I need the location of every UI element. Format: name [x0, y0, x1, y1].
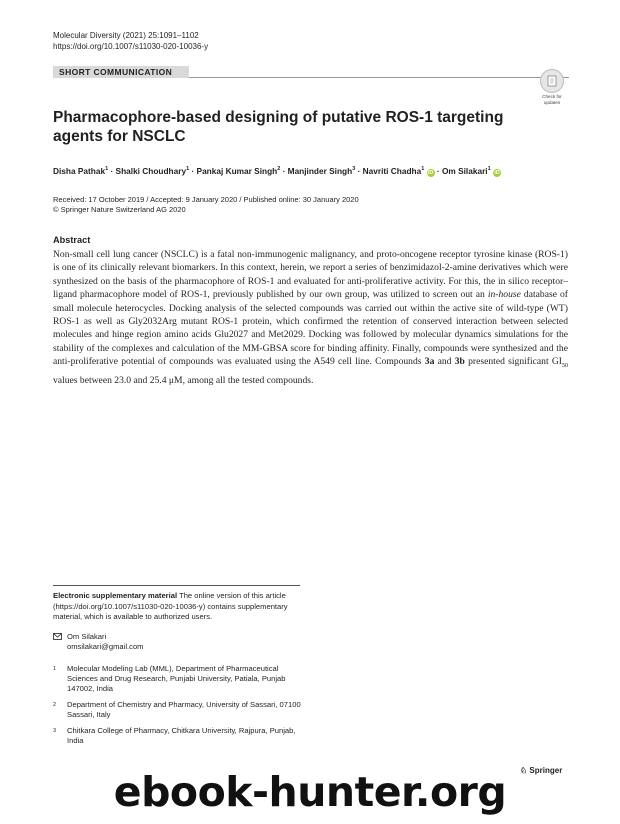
abstract-heading: Abstract [53, 235, 91, 245]
envelope-icon [53, 633, 62, 643]
footnote-divider [53, 585, 300, 586]
author-affiliation: 3 [352, 166, 356, 172]
author-name[interactable]: Pankaj Kumar Singh [196, 165, 278, 176]
history-dates: Received: 17 October 2019 / Accepted: 9 January 2020 / Published online: 30 January 2020 [53, 195, 359, 204]
watermark: ebook-hunter.org [113, 768, 507, 816]
author-affiliation: 1 [105, 166, 109, 172]
author-list: Disha Pathak$^1$ · Shalki Choudhary$^1$ · Pankaj Kumar Singh$^2$ · Manjinder Singh$^3$ · Navriti Chadha$^1$ iD · Om Silakari$^1$ iD [53, 165, 500, 176]
author-affiliation: 1 [487, 166, 491, 172]
affiliation-1 [53, 664, 303, 694]
affiliation-number: 2 [53, 702, 57, 708]
supplementary-note [53, 591, 303, 623]
abstract-part: database of small molecule heterocycles. Docking analysis of the selected compounds was carried out within the active site of wild-type (WT) ROS-1 as well as Gly2032Arg mutant ROS-1 protein, which confirmed the retention of conserved interaction between selected molecules and hinge region amino acids Glu2027 and Met2029. Docking was followed by molecular dynamics simulations for the stability of the complexes and calculation of the MM-GBSA score for binding affinity. Finally, compounds were synthesized and the anti-proliferative potential of compounds was evaluated using the A549 cell line. Compounds [53, 289, 568, 368]
contact-name: Om Silakari [67, 632, 107, 641]
abstract-part: presented significant GI [464, 356, 562, 368]
author-affiliation: 1 [186, 166, 190, 172]
abstract-italic: in-house [487, 289, 521, 301]
affiliation-number: 1 [53, 666, 57, 672]
abstract-part: Non-small cell lung cancer (NSCLC) is a fatal non-immunogenic malignancy, and proto-oncogene receptor tyrosine kinase (ROS-1) is one of its clinically relevant biomarkers. In this context, herein, we report a series of benzimidazol-2-amine derivatives which were synthesized on the basis of the pharmacophore of ROS-1 and evaluated for anti-proliferative activity. For this, the in silico receptor–ligand pharmacophore model of ROS-1, previously published by our own group, was utilized to screen out an [53, 249, 568, 301]
esm-link[interactable]: https://doi.org/10.1007/s11030-020-10036-y [55, 601, 203, 611]
abstract-text [53, 248, 568, 387]
section-rule [189, 77, 569, 78]
publisher-name: Springer [529, 766, 563, 775]
author-name[interactable]: Shalki Choudhary [115, 165, 187, 176]
copyright-line: © Springer Nature Switzerland AG 2020 [53, 205, 186, 214]
check-updates-icon [540, 69, 564, 93]
affiliation-2 [53, 700, 303, 720]
esm-text: The online version of this article ( [53, 591, 286, 611]
journal-citation: Molecular Diversity (2021) 25:1091–1102 [53, 31, 199, 40]
publication-dates [53, 195, 359, 215]
author-affiliation: 2 [277, 166, 281, 172]
affiliation-text: Molecular Modeling Lab (MML), Department of Pharmaceutical Sciences and Drug Research, Punjabi University, Patiala, Punjab 147002, India [67, 664, 286, 693]
doi-link[interactable]: https://doi.org/10.1007/s11030-020-10036-y [53, 42, 209, 51]
springer-horse-icon: ♘ [520, 766, 528, 775]
esm-label: Electronic supplementary material [53, 591, 178, 600]
compound-3b: 3b [454, 356, 465, 368]
section-label: SHORT COMMUNICATION [53, 66, 189, 78]
author-name[interactable]: Navriti Chadha [362, 165, 422, 176]
author-affiliation: 1 [421, 166, 425, 172]
check-updates-line1: Check for [542, 94, 562, 99]
corresponding-author [53, 632, 303, 652]
abstract-part: values between 23.0 and 25.4 μM, among all the tested compounds. [53, 374, 314, 386]
contact-email[interactable]: omsilakari@gmail.com [67, 642, 144, 651]
affiliation-text: Chitkara College of Pharmacy, Chitkara University, Rajpura, Punjab, India [67, 726, 296, 745]
gi-subscript: 50 [562, 363, 568, 370]
author-name[interactable]: Om Silakari [441, 165, 488, 176]
affiliation-text: Department of Chemistry and Pharmacy, University of Sassari, 07100 Sassari, Italy [67, 700, 301, 719]
esm-text: ) contains supplementary material, which is available to authorized users. [53, 601, 288, 621]
section-bar [53, 66, 569, 78]
author-name[interactable]: Manjinder Singh [287, 165, 353, 176]
check-updates-line2: updates [543, 100, 561, 105]
abstract-part: and [434, 356, 455, 368]
orcid-icon[interactable]: iD [427, 169, 434, 176]
check-for-updates-badge[interactable] [537, 69, 567, 105]
paper-title: Pharmacophore-based designing of putative ROS-1 targeting agents for NSCLC [53, 109, 504, 145]
orcid-icon[interactable]: iD [494, 169, 500, 176]
affiliation-3 [53, 726, 303, 746]
affiliation-number: 3 [53, 728, 57, 734]
compound-3a: 3a [424, 356, 435, 368]
author-name[interactable]: Disha Pathak [53, 165, 106, 176]
